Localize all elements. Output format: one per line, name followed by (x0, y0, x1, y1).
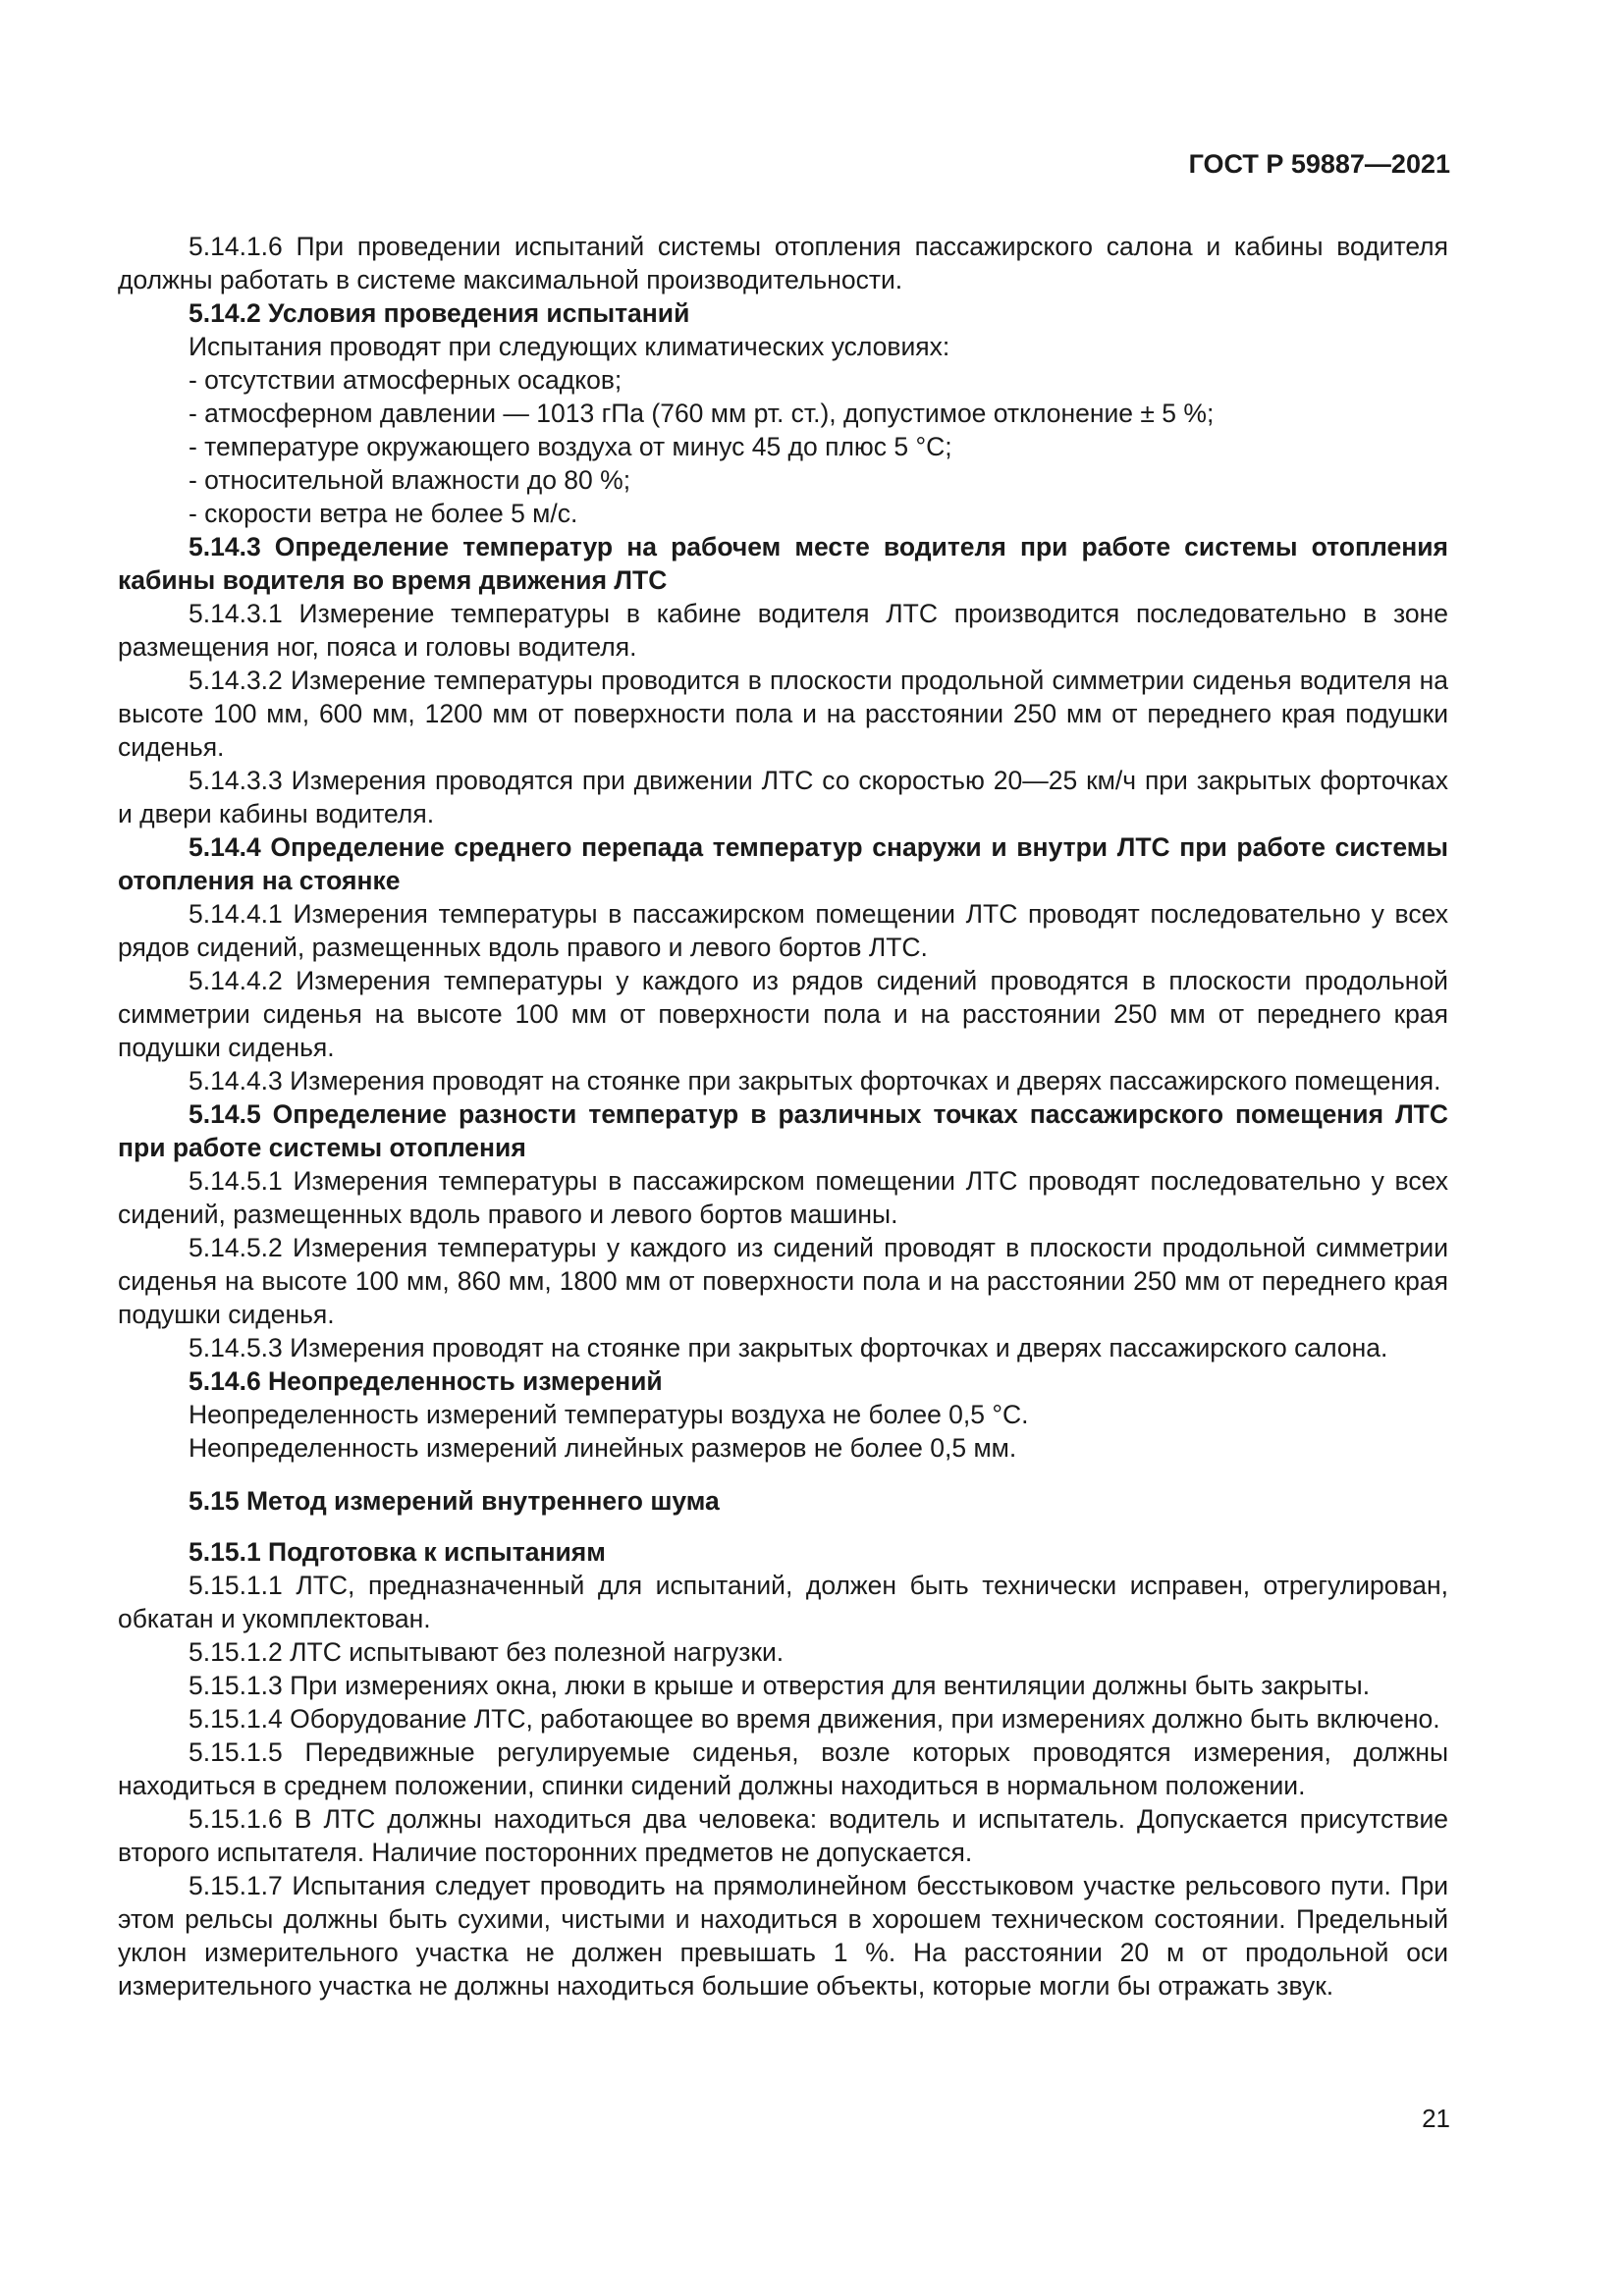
page-number: 21 (1422, 2104, 1450, 2133)
paragraph: 5.15.1.7 Испытания следует проводить на прямолинейном бесстыковом участке рельсового пути. При этом рельсы должны быть сухими, чистыми и находиться в хорошем техническом состоянии. Предельный уклон измерительного участка не должен превышать 1 %. На расстоянии 20 м от продольной оси измерительного участка не должны находиться большие объекты, которые могли бы отражать звук. (118, 1871, 1448, 2001)
paragraph: 5.14.4.1 Измерения температуры в пассажирском помещении ЛТС проводят последовательно у всех рядов сидений, размещенных вдоль правого и левого бортов ЛТС. (118, 899, 1448, 962)
section-heading: 5.14.4 Определение среднего перепада температур снаружи и внутри ЛТС при работе системы отопления на стоянке (118, 832, 1448, 895)
paragraph: 5.14.5.3 Измерения проводят на стоянке при закрытых форточках и дверях пассажирского салона. (189, 1333, 1388, 1362)
paragraph: 5.14.4.3 Измерения проводят на стоянке при закрытых форточках и дверях пассажирского помещения. (189, 1066, 1441, 1095)
paragraph: 5.15.1.5 Передвижные регулируемые сиденья, возле которых проводятся измерения, должны находиться в среднем положении, спинки сидений должны находиться в нормальном положении. (118, 1737, 1448, 1800)
paragraph: 5.14.1.6 При проведении испытаний системы отопления пассажирского салона и кабины водителя должны работать в системе максимальной производительности. (118, 232, 1448, 294)
paragraph: 5.14.4.2 Измерения температуры у каждого из рядов сидений проводятся в плоскости продольной симметрии сиденья на высоте 100 мм от поверхности пола и на расстоянии 250 мм от переднего края подушки сиденья. (118, 966, 1448, 1062)
paragraph: 5.14.3.1 Измерение температуры в кабине водителя ЛТС производится последовательно в зоне размещения ног, пояса и головы водителя. (118, 599, 1448, 662)
document-body (118, 230, 1448, 2002)
paragraph: 5.14.5.2 Измерения температуры у каждого из сидений проводят в плоскости продольной симметрии сиденья на высоте 100 мм, 860 мм, 1800 мм от поверхности пола и на расстоянии 250 мм от переднего края подушки сиденья. (118, 1233, 1448, 1329)
paragraph: 5.15.1.3 При измерениях окна, люки в крыше и отверстия для вентиляции должны быть закрыты. (189, 1671, 1371, 1700)
list-item: - относительной влажности до 80 %; (189, 465, 631, 495)
paragraph: 5.15.1.2 ЛТС испытывают без полезной нагрузки. (189, 1637, 785, 1667)
section-heading: 5.14.2 Условия проведения испытаний (189, 298, 690, 328)
paragraph: Неопределенность измерений линейных размеров не более 0,5 мм. (189, 1433, 1017, 1463)
paragraph: 5.14.5.1 Измерения температуры в пассажирском помещении ЛТС проводят последовательно у всех сидений, размещенных вдоль правого и левого бортов машины. (118, 1166, 1448, 1229)
paragraph: 5.15.1.1 ЛТС, предназначенный для испытаний, должен быть технически исправен, отрегулирован, обкатан и укомплектован. (118, 1571, 1448, 1633)
paragraph: Испытания проводят при следующих климатических условиях: (189, 332, 950, 361)
paragraph: 5.14.3.3 Измерения проводятся при движении ЛТС со скоростью 20—25 км/ч при закрытых форточках и двери кабины водителя. (118, 766, 1448, 828)
section-heading: 5.14.6 Неопределенность измерений (189, 1366, 663, 1396)
section-heading: 5.14.3 Определение температур на рабочем месте водителя при работе системы отопления кабины водителя во время движения ЛТС (118, 532, 1448, 595)
paragraph: 5.15.1.4 Оборудование ЛТС, работающее во время движения, при измерениях должно быть включено. (189, 1704, 1440, 1734)
paragraph: 5.14.3.2 Измерение температуры проводится в плоскости продольной симметрии сиденья водителя на высоте 100 мм, 600 мм, 1200 мм от поверхности пола и на расстоянии 250 мм от переднего края подушки сиденья. (118, 666, 1448, 762)
paragraph: Неопределенность измерений температуры воздуха не более 0,5 °С. (189, 1400, 1029, 1429)
document-header: ГОСТ Р 59887—2021 (1188, 149, 1450, 179)
section-heading: 5.14.5 Определение разности температур в различных точках пассажирского помещения ЛТС при работе системы отопления (118, 1099, 1448, 1162)
list-item: - скорости ветра не более 5 м/с. (189, 499, 578, 528)
paragraph: 5.15.1.6 В ЛТС должны находиться два человека: водитель и испытатель. Допускается присутствие второго испытателя. Наличие посторонних предметов не допускается. (118, 1804, 1448, 1867)
list-item: - отсутствии атмосферных осадков; (189, 365, 623, 395)
section-heading: 5.15 Метод измерений внутреннего шума (189, 1486, 720, 1516)
section-heading: 5.15.1 Подготовка к испытаниям (189, 1537, 606, 1567)
list-item: - атмосферном давлении — 1013 гПа (760 мм рт. ст.), допустимое отклонение ± 5 %; (189, 399, 1215, 428)
list-item: - температуре окружающего воздуха от минус 45 до плюс 5 °С; (189, 432, 952, 461)
